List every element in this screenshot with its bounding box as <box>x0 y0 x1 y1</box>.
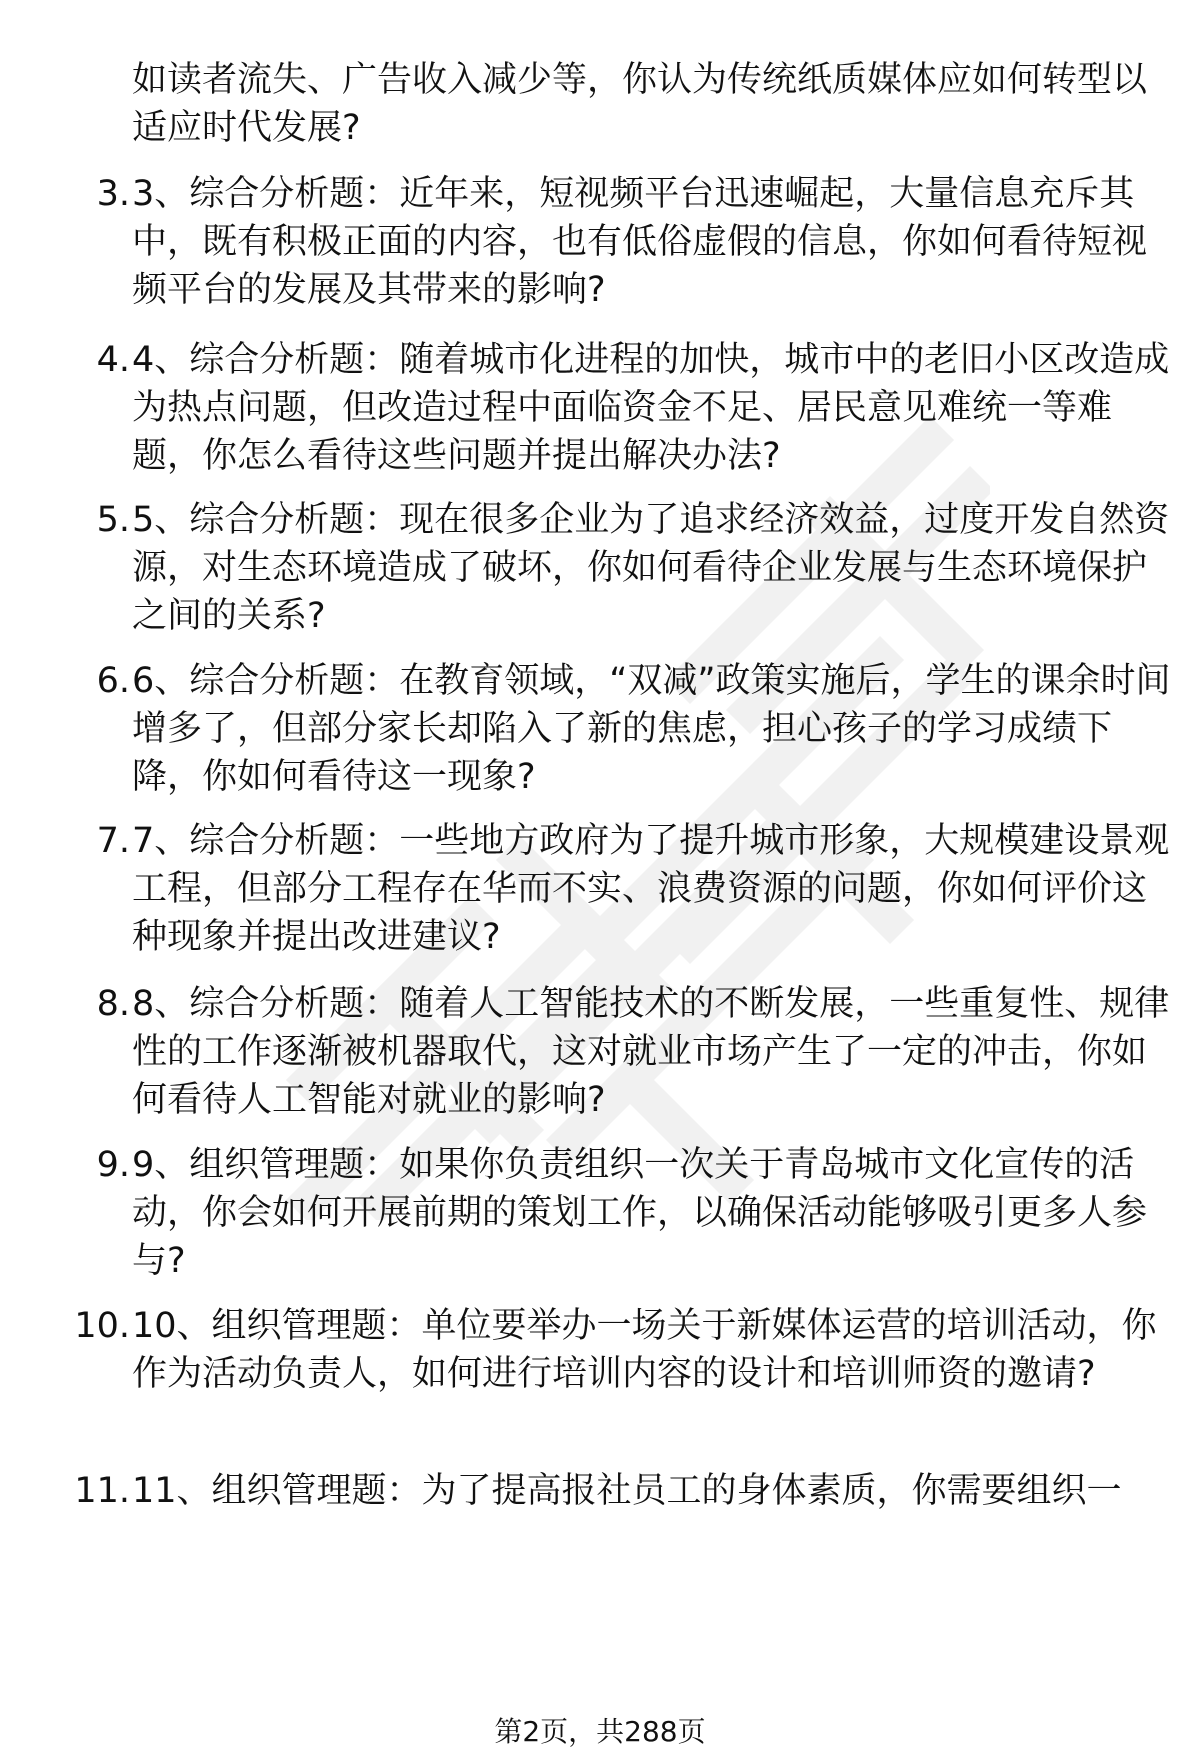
item-text: 4、综合分析题：随着城市化进程的加快，城市中的老旧小区改造成为热点问题，但改造过程中面临资金不足、居民意见难统一等难题，你怎么看待这些问题并提出解决办法? <box>132 340 1170 476</box>
item-text: 6、综合分析题：在教育领域，“双减”政策实施后，学生的课余时间增多了，但部分家长却陷入了新的焦虑，担心孩子的学习成绩下降，你如何看待这一现象? <box>132 661 1171 797</box>
item-text: 11、组织管理题：为了提高报社员工的身体素质，你需要组织一 <box>132 1471 1122 1511</box>
item-number: 11. <box>74 1471 130 1511</box>
item-number: 7. <box>96 821 130 861</box>
page-footer: 第2页，共288页 <box>494 1715 706 1748</box>
item-number: 9. <box>96 1145 130 1185</box>
item-text: 9、组织管理题：如果你负责组织一次关于青岛城市文化宣传的活动，你会如何开展前期的策划工作，以确保活动能够吸引更多人参与? <box>132 1145 1148 1281</box>
item-text: 3、综合分析题：近年来，短视频平台迅速崛起，大量信息充斥其中，既有积极正面的内容，也有低俗虚假的信息，你如何看待短视频平台的发展及其带来的影响? <box>132 174 1148 310</box>
item-number: 5. <box>96 500 130 540</box>
item-text: 7、综合分析题：一些地方政府为了提升城市形象，大规模建设景观工程，但部分工程存在华而不实、浪费资源的问题，你如何评价这种现象并提出改进建议? <box>132 821 1170 957</box>
item-number: 3. <box>96 174 130 214</box>
item-text: 10、组织管理题：单位要举办一场关于新媒体运营的培训活动，你作为活动负责人，如何进行培训内容的设计和培训师资的邀请? <box>132 1306 1157 1394</box>
item-text: 5、综合分析题：现在很多企业为了追求经济效益，过度开发自然资源，对生态环境造成了破坏，你如何看待企业发展与生态环境保护之间的关系? <box>132 500 1170 636</box>
item-number: 6. <box>96 661 130 701</box>
item-text: 8、综合分析题：随着人工智能技术的不断发展，一些重复性、规律性的工作逐渐被机器取代，这对就业市场产生了一定的冲击，你如何看待人工智能对就业的影响? <box>132 984 1170 1120</box>
item-number: 8. <box>96 984 130 1024</box>
item-number: 4. <box>96 340 130 380</box>
continuation-text: 如读者流失、广告收入减少等，你认为传统纸质媒体应如何转型以适应时代发展? <box>132 60 1148 148</box>
item-number: 10. <box>74 1306 130 1346</box>
